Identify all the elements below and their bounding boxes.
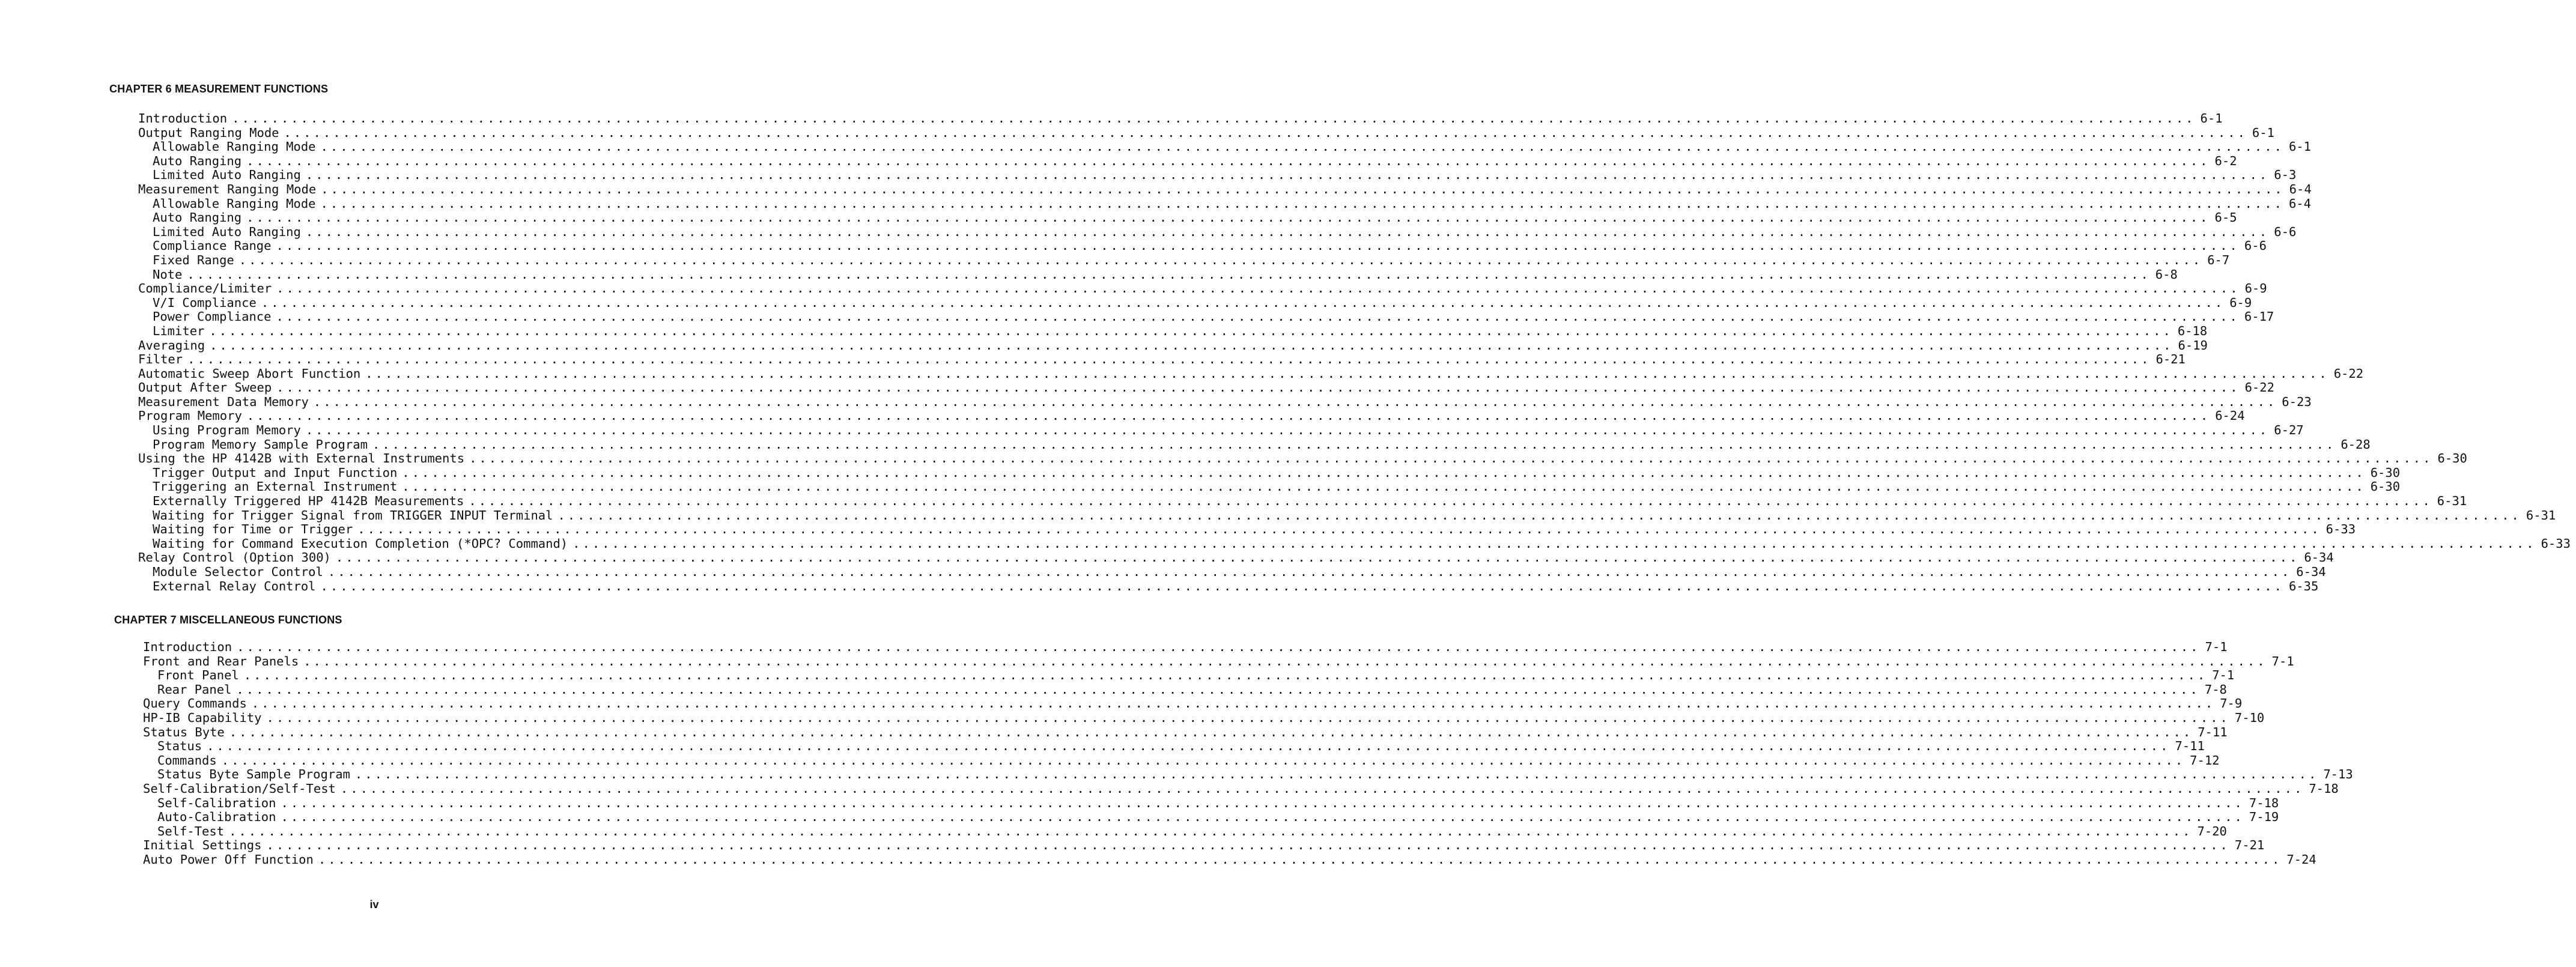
dot-leader: ........................................................................................................................................................................................................ — [372, 437, 2336, 452]
toc-entry-title: Relay Control (Option 300) — [138, 550, 331, 565]
toc-entry-page: 7-9 — [2220, 696, 2243, 711]
toc-entry-title: External Relay Control — [153, 578, 316, 593]
toc-entry-title: Program Memory — [138, 408, 242, 423]
toc-entry-page: 6-5 — [2214, 210, 2237, 225]
toc-entry-page: 7-20 — [2197, 823, 2227, 838]
toc-entry-title: Front Panel — [157, 668, 239, 683]
dot-leader: ........................................................................................................................................................................................................ — [305, 224, 2270, 239]
dot-leader: ........................................................................................................................................................................................................ — [469, 494, 2432, 509]
toc-entry-page: 6-21 — [2155, 352, 2186, 367]
toc-entry[interactable] — [143, 781, 2339, 796]
dot-leader: ........................................................................................................................................................................................................ — [209, 323, 2173, 338]
toc-entry[interactable] — [143, 753, 2220, 768]
dot-leader: ........................................................................................................................................................................................................ — [210, 338, 2174, 353]
toc-entry[interactable] — [138, 181, 2312, 197]
toc-entry[interactable] — [143, 640, 2228, 655]
dot-leader: ........................................................................................................................................................................................................ — [237, 640, 2201, 654]
toc-entry-title: Output After Sweep — [138, 380, 272, 395]
toc-entry-page: 6-6 — [2244, 238, 2267, 253]
toc-entry[interactable] — [138, 479, 2401, 494]
toc-entry[interactable] — [138, 508, 2556, 523]
toc-entry[interactable] — [138, 408, 2245, 423]
toc-entry-page: 7-11 — [2198, 724, 2228, 739]
dot-leader: ........................................................................................................................................................................................................ — [238, 252, 2203, 267]
toc-entry-page: 6-30 — [2370, 465, 2401, 480]
toc-entry-title: Rear Panel — [157, 682, 232, 697]
toc-entry[interactable] — [138, 252, 2230, 268]
toc-entry-page: 6-18 — [2177, 323, 2208, 338]
toc-entry-page: 6-2 — [2214, 153, 2237, 168]
dot-leader: ........................................................................................................................................................................................................ — [281, 810, 2244, 825]
toc-entry-page: 7-21 — [2234, 838, 2265, 853]
toc-entry-page: 6-34 — [2296, 565, 2326, 579]
toc-entry[interactable] — [138, 522, 2356, 537]
toc-entry-title: Auto-Calibration — [157, 810, 276, 825]
toc-entry-title: Measurement Ranging Mode — [138, 181, 317, 196]
toc-entry[interactable] — [143, 810, 2279, 825]
toc-entry[interactable] — [138, 153, 2237, 169]
toc-entry-page: 6-35 — [2288, 578, 2319, 593]
toc-entry[interactable] — [138, 267, 2178, 282]
page-number: iv — [369, 899, 379, 911]
dot-leader: ........................................................................................................................................................................................................ — [229, 724, 2193, 739]
toc-entry[interactable] — [143, 852, 2316, 867]
toc-entry-title: Note — [153, 267, 183, 282]
toc-entry-page: 6-23 — [2282, 394, 2312, 409]
toc-entry-page: 6-22 — [2333, 366, 2364, 381]
toc-entry[interactable] — [143, 696, 2243, 711]
toc-entry-page: 7-13 — [2323, 767, 2353, 782]
toc-entry-title: Status — [157, 739, 202, 754]
dot-leader: ........................................................................................................................................................................................................ — [276, 380, 2240, 395]
toc-entry-title: Initial Settings — [143, 838, 262, 853]
toc-entry[interactable] — [138, 281, 2267, 296]
toc-entry-title: Output Ranging Mode — [138, 125, 279, 140]
dot-leader: ........................................................................................................................................................................................................ — [320, 578, 2284, 593]
toc-entry-title: Allowable Ranging Mode — [153, 139, 316, 154]
toc-entry-page: 7-18 — [2309, 781, 2339, 796]
toc-entry-title: Front and Rear Panels — [143, 653, 299, 668]
toc-entry-title: Self-Test — [157, 823, 225, 838]
toc-entry-page: 7-19 — [2249, 810, 2279, 825]
toc-entry-page: 6-1 — [2288, 139, 2311, 154]
toc-entry-title: Limited Auto Ranging — [153, 168, 301, 183]
toc-entry-page: 6-30 — [2370, 479, 2401, 494]
toc-entry-page: 6-9 — [2244, 281, 2267, 296]
dot-leader: ........................................................................................................................................................................................................ — [305, 168, 2270, 183]
toc-entry-title: Averaging — [138, 338, 205, 353]
toc-entry[interactable] — [143, 710, 2265, 726]
toc-entry-title: Introduction — [143, 640, 232, 654]
dot-leader: ........................................................................................................................................................................................................ — [321, 181, 2285, 196]
toc-entry[interactable] — [138, 309, 2274, 324]
toc-entry-page: 7-8 — [2204, 682, 2227, 697]
toc-entry-page: 6-9 — [2229, 295, 2252, 310]
dot-leader: ........................................................................................................................................................................................................ — [327, 565, 2292, 579]
toc-entry-title: Measurement Data Memory — [138, 394, 309, 409]
dot-leader: ........................................................................................................................................................................................................ — [266, 838, 2230, 853]
toc-entry[interactable] — [138, 111, 2223, 126]
toc-entry-title: Trigger Output and Input Function — [153, 465, 398, 480]
toc-entry-title: Self-Calibration/Self-Test — [143, 781, 336, 796]
dot-leader: ........................................................................................................................................................................................................ — [251, 696, 2216, 711]
toc-entry-title: Allowable Ranging Mode — [153, 196, 316, 211]
toc-entry-title: V/I Compliance — [153, 295, 257, 310]
toc-entry-page: 7-10 — [2234, 710, 2265, 725]
dot-leader: ........................................................................................................................................................................................................ — [266, 710, 2230, 725]
toc-entry-title: Compliance Range — [153, 238, 272, 253]
toc-entry-title: Status Byte Sample Program — [157, 767, 350, 782]
toc-entry-title: Waiting for Time or Trigger — [153, 522, 353, 537]
toc-entry-page: 6-30 — [2437, 451, 2467, 466]
dot-leader: ........................................................................................................................................................................................................ — [276, 281, 2240, 296]
dot-leader: ........................................................................................................................................................................................................ — [187, 267, 2151, 282]
dot-leader: ........................................................................................................................................................................................................ — [557, 508, 2521, 523]
toc-entry-page: 6-28 — [2341, 437, 2371, 452]
toc-entry-page: 6-4 — [2289, 181, 2312, 196]
toc-entry-page: 6-19 — [2178, 338, 2208, 353]
toc-entry-title: Triggering an External Instrument — [153, 479, 398, 494]
toc-entry[interactable] — [143, 767, 2353, 782]
toc-entry[interactable] — [138, 578, 2319, 594]
toc-entry[interactable] — [138, 565, 2326, 580]
toc-entry-page: 6-27 — [2274, 423, 2304, 438]
dot-leader: ........................................................................................................................................................................................................ — [469, 451, 2433, 466]
dot-leader: ........................................................................................................................................................................................................ — [305, 423, 2270, 438]
toc-entry[interactable] — [138, 352, 2186, 367]
toc-entry-title: Self-Calibration — [157, 795, 276, 810]
dot-leader: ........................................................................................................................................................................................................ — [207, 739, 2170, 754]
dot-leader: ........................................................................................................................................................................................................ — [236, 682, 2200, 697]
toc-entry-title: Waiting for Command Execution Completion (*OPC? Command) — [153, 536, 568, 551]
toc-entry[interactable] — [138, 465, 2401, 480]
toc-entry[interactable] — [143, 823, 2227, 839]
dot-leader: ........................................................................................................................................................................................................ — [320, 139, 2284, 154]
toc-entry-page: 6-33 — [2541, 536, 2571, 551]
toc-entry[interactable] — [138, 380, 2274, 395]
toc-entry-title: Fixed Range — [153, 252, 234, 267]
toc-entry-page: 6-17 — [2244, 309, 2274, 324]
toc-entry-page: 6-33 — [2325, 522, 2356, 537]
dot-leader: ........................................................................................................................................................................................................ — [318, 852, 2282, 867]
toc-entry[interactable] — [138, 238, 2267, 253]
dot-leader: ........................................................................................................................................................................................................ — [365, 366, 2329, 381]
toc-entry[interactable] — [143, 739, 2205, 754]
toc-entry[interactable] — [143, 682, 2227, 697]
dot-leader: ........................................................................................................................................................................................................ — [340, 781, 2304, 796]
toc-entry-title: Commands — [157, 753, 217, 768]
toc-entry[interactable] — [143, 668, 2235, 683]
dot-leader: ........................................................................................................................................................................................................ — [229, 823, 2193, 838]
toc-entry[interactable] — [138, 168, 2297, 183]
toc-entry[interactable] — [138, 394, 2312, 410]
toc-entry-title: Filter — [138, 352, 183, 367]
toc-entry-title: Limiter — [153, 323, 205, 338]
toc-entry-title: Program Memory Sample Program — [153, 437, 368, 452]
toc-entry-page: 7-1 — [2205, 640, 2228, 654]
dot-leader: ........................................................................................................................................................................................................ — [276, 238, 2240, 253]
toc-entry-page: 7-24 — [2286, 852, 2316, 867]
toc-entry[interactable] — [138, 366, 2364, 381]
toc-entry-page: 7-12 — [2190, 753, 2220, 768]
toc-entry-title: Using the HP 4142B with External Instruments — [138, 451, 465, 466]
toc-entry[interactable] — [138, 423, 2304, 438]
toc-entry-title: Auto Ranging — [153, 153, 242, 168]
toc-entry-page: 6-34 — [2304, 550, 2334, 565]
dot-leader: ........................................................................................................................................................................................................ — [573, 536, 2536, 551]
toc-entry[interactable] — [138, 139, 2311, 154]
toc-entry[interactable] — [138, 494, 2467, 509]
toc-entry[interactable] — [138, 550, 2334, 565]
chapter-6-heading: CHAPTER 6 MEASUREMENT FUNCTIONS — [109, 83, 329, 95]
toc-entry-page: 6-6 — [2274, 224, 2297, 239]
toc-entry-title: Status Byte — [143, 724, 225, 739]
toc-entry[interactable] — [138, 323, 2208, 339]
toc-entry-page: 6-7 — [2207, 252, 2230, 267]
dot-leader: ........................................................................................................................................................................................................ — [354, 767, 2319, 782]
toc-entry-title: Module Selector Control — [153, 565, 323, 579]
toc-entry-page: 7-1 — [2212, 668, 2235, 683]
toc-entry[interactable] — [138, 125, 2274, 141]
toc-entry[interactable] — [143, 795, 2279, 811]
dot-leader: ........................................................................................................................................................................................................ — [303, 653, 2267, 668]
toc-entry-title: Externally Triggered HP 4142B Measurements — [153, 494, 464, 509]
dot-leader: ........................................................................................................................................................................................................ — [246, 210, 2210, 225]
toc-entry-title: Compliance/Limiter — [138, 281, 272, 296]
dot-leader: ........................................................................................................................................................................................................ — [335, 550, 2300, 565]
dot-leader: ........................................................................................................................................................................................................ — [246, 153, 2210, 168]
toc-entry-page: 6-31 — [2526, 508, 2556, 523]
dot-leader: ........................................................................................................................................................................................................ — [357, 522, 2321, 537]
toc-entry[interactable] — [143, 653, 2294, 669]
toc-entry[interactable] — [138, 536, 2571, 551]
toc-entry-page: 6-1 — [2200, 111, 2223, 126]
dot-leader: ........................................................................................................................................................................................................ — [320, 196, 2284, 211]
toc-entry-page: 6-24 — [2215, 408, 2245, 423]
toc-entry[interactable] — [138, 210, 2237, 225]
toc-entry-title: Limited Auto Ranging — [153, 224, 301, 239]
toc-entry-title: Auto Ranging — [153, 210, 242, 225]
dot-leader: ........................................................................................................................................................................................................ — [246, 408, 2211, 423]
toc-entry-page: 6-3 — [2274, 168, 2297, 183]
toc-entry-page: 7-18 — [2249, 795, 2279, 810]
dot-leader: ........................................................................................................................................................................................................ — [243, 668, 2208, 683]
toc-entry-page: 6-1 — [2252, 125, 2274, 140]
dot-leader: ........................................................................................................................................................................................................ — [284, 125, 2247, 140]
toc-entry-page: 7-1 — [2271, 653, 2294, 668]
chapter-6-contents — [138, 111, 2571, 593]
toc-entry[interactable] — [138, 338, 2208, 353]
chapter-7-heading: CHAPTER 7 MISCELLANEOUS FUNCTIONS — [114, 614, 342, 626]
dot-leader: ........................................................................................................................................................................................................ — [261, 295, 2225, 310]
toc-entry-title: Automatic Sweep Abort Function — [138, 366, 361, 381]
toc-entry[interactable] — [138, 295, 2252, 311]
chapter-7-contents — [143, 640, 2353, 867]
toc-entry-page: 6-8 — [2155, 267, 2178, 282]
toc-entry[interactable] — [143, 724, 2228, 740]
dot-leader: ........................................................................................................................................................................................................ — [232, 111, 2196, 126]
dot-leader: ........................................................................................................................................................................................................ — [402, 479, 2366, 494]
toc-entry[interactable] — [138, 224, 2297, 240]
toc-entry[interactable] — [143, 838, 2265, 853]
dot-leader: ........................................................................................................................................................................................................ — [402, 465, 2366, 480]
toc-entry-page: 6-22 — [2244, 380, 2274, 395]
toc-entry-title: HP-IB Capability — [143, 710, 262, 725]
dot-leader: ........................................................................................................................................................................................................ — [281, 795, 2244, 810]
toc-entry-page: 6-31 — [2437, 494, 2467, 509]
toc-entry-title: Introduction — [138, 111, 228, 126]
toc-entry-title: Waiting for Trigger Signal from TRIGGER INPUT Terminal — [153, 508, 553, 523]
toc-entry-title: Auto Power Off Function — [143, 852, 314, 867]
toc-entry[interactable] — [138, 451, 2467, 466]
toc-entry[interactable] — [138, 437, 2371, 452]
toc-entry-title: Using Program Memory — [153, 423, 301, 438]
dot-leader: ........................................................................................................................................................................................................ — [276, 309, 2240, 324]
toc-entry-page: 7-11 — [2175, 739, 2205, 754]
dot-leader: ........................................................................................................................................................................................................ — [221, 753, 2186, 768]
dot-leader: ........................................................................................................................................................................................................ — [313, 394, 2277, 409]
dot-leader: ........................................................................................................................................................................................................ — [187, 352, 2151, 367]
toc-entry-title: Query Commands — [143, 696, 247, 711]
toc-entry-title: Power Compliance — [153, 309, 272, 324]
toc-entry-page: 6-4 — [2288, 196, 2311, 211]
toc-entry[interactable] — [138, 196, 2311, 211]
